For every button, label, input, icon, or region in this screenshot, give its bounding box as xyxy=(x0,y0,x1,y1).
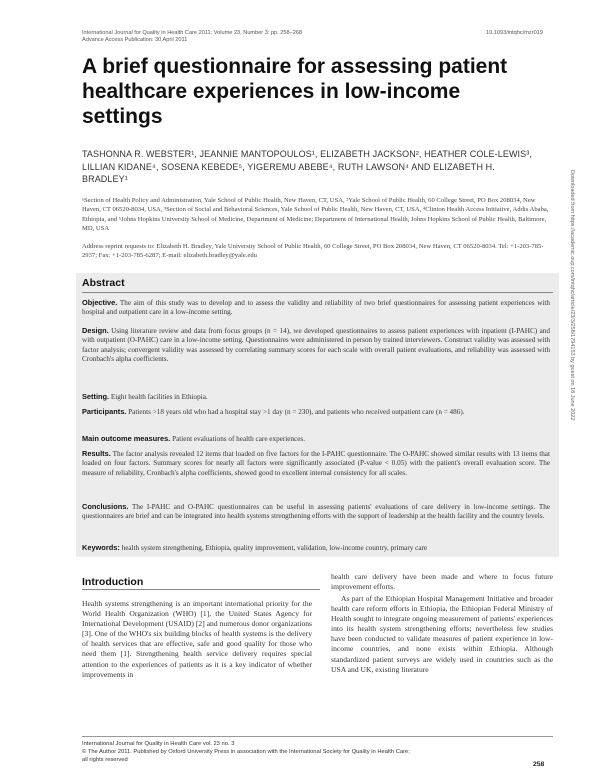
abstract-heading: Abstract xyxy=(82,277,125,289)
abstract-conclusions xyxy=(82,502,550,522)
abstract-participants xyxy=(82,407,550,417)
abstract-text: Patient evaluations of health care experiences. xyxy=(170,435,306,443)
abstract-text: Eight health facilities in Ethiopia. xyxy=(109,393,208,401)
abstract-label: Main outcome measures. xyxy=(82,434,171,443)
doi: 10.1093/intqhc/mzr019 xyxy=(486,30,543,36)
footer-rights: all rights reserved xyxy=(82,757,128,763)
abstract-design xyxy=(82,326,550,365)
intro-right-p0: health care delivery have been made and where to focus future improvement efforts. xyxy=(331,572,553,592)
reprint-address: Address reprint requests to: Elizabeth H. Bradley, Yale University School of Public Health, 60 College Street, PO Box 208034, New Haven, CT 06520-8034. Tel: +1-203-785-2937; Fax: +1-203-785-6287; E-mail: elizabeth.bradley@yale.edu xyxy=(82,243,544,260)
abstract-label: Objective. xyxy=(82,298,118,307)
abstract-label: Setting. xyxy=(82,392,110,401)
abstract-label: Conclusions. xyxy=(82,502,129,511)
download-note: Downloaded from https://academic.oup.com/intqhc/article/23/3/258/1794153 by guest on 18 June 2022 xyxy=(569,170,575,421)
abstract-outcomes xyxy=(82,434,550,444)
abstract-label: Design. xyxy=(82,326,109,335)
author-list: TASHONNA R. WEBSTER¹, JEANNIE MANTOPOULOS¹, ELIZABETH JACKSON², HEATHER COLE-LEWIS³, LILLIAN KIDANE⁴, SOSENA KEBEDE⁵, YIGEREMU ABEBE⁴, RUTH LAWSON⁴ AND ELIZABETH H. BRADLEY¹ xyxy=(82,149,532,184)
abstract-label: Keywords: xyxy=(82,543,120,552)
abstract-text: The I-PAHC and O-PAHC questionnaires can be useful in assessing patients' evaluations of care delivery in low-income settings. The questionnaires are brief and can be integrated into health systems strengthening efforts with the support of leadership at the health facility and the country levels. xyxy=(82,503,550,521)
journal-citation: International Journal for Quality in Health Care 2011; Volume 23, Number 3: pp. 258–268 xyxy=(82,30,303,36)
abstract-label: Participants. xyxy=(82,407,127,416)
affiliations: ¹Section of Health Policy and Administration, Yale School of Public Health, New Haven, CT, USA, ²Yale School of Public Health, 60 College Street, PO Box 208034, New Haven, CT 06520-8034, USA, ³Section of Social and Behavioral Sciences, Yale School of Public Health, New Haven, CT, USA, ⁴Clinton Health Access Initiative, Addis Ababa, Ethiopia, and ⁵Johns Hopkins University School of Medicine, Department of Medicine; Department of International Health, Johns Hopkins School of Public Health, Baltimore, MD, USA xyxy=(82,197,549,233)
intro-right-p1: As part of the Ethiopian Hospital Management Initiative and broader health care reform efforts in Ethiopia, the Ethiopian Federal Ministry of Health sought to integrate ongoing measurement of patients' experiences into its health system strengthening efforts; nevertheless few studies have been conducted to validate measures of patient experience in low-income countries, and none exists within Ethiopia. Although standardized patient surveys are widely used in countries such as the USA and UK, existing literature xyxy=(331,594,553,674)
abstract-setting xyxy=(82,392,550,402)
page-number: 258 xyxy=(533,761,545,768)
intro-left-column: Health systems strengthening is an important international priority for the World Health Organization (WHO) [1], the United States Agency for International Development (USAID) [2] and numerous donor organizations [3]. One of the WHO's six building blocks of health systems is the delivery of health services that are effective, safe and good quality for those who need them [1]. Strengthening health service delivery requires special attention to the experiences of patients as it is a key indicator of whether improvements in xyxy=(82,599,312,679)
article-title: A brief questionnaire for assessing patient healthcare experiences in low-income settings xyxy=(82,55,508,128)
abstract-divider xyxy=(82,292,553,293)
abstract-text: The factor analysis revealed 12 items that loaded on five factors for the I-PAHC questionnaire. The O-PAHC showed similar results with 13 items that loaded on four factors. Summary scores for nearly all factors were significantly associated (P-value < 0.05) with the patient's overall evaluation score. The measure of reliability, Cronbach's alpha coefficients, showed good to excellent internal consistency for all scales. xyxy=(82,450,550,477)
footer-divider xyxy=(82,736,553,737)
abstract-label: Results. xyxy=(82,449,111,458)
advance-access-line: Advance Access Publication: 30 April 2011 xyxy=(82,37,188,43)
abstract-keywords xyxy=(82,543,550,553)
abstract-results xyxy=(82,449,550,478)
abstract-text: health system strengthening, Ethiopia, quality improvement, validation, low-income country, primary care xyxy=(119,544,428,552)
abstract-text: Using literature review and data from focus groups (n = 14), we developed questionnaires to assess patient experiences with inpatient (I-PAHC) and with outpatient (O-PAHC) care in a low-income setting. Questionnaires were administered in person by trained interviewers. Construct validity was assessed with factor analysis; convergent validity was assessed by correlating summary scores for each scale with overall patient evaluations, and reliability was assessed with Cronbach's alpha coefficients. xyxy=(82,327,550,364)
abstract-text: Patients >18 years old who had a hospital stay >1 day (n = 230), and patients who received outpatient care (n = 486). xyxy=(126,408,465,416)
abstract-objective xyxy=(82,298,550,318)
introduction-divider xyxy=(82,589,320,590)
footer-copyright: © The Author 2011. Published by Oxford University Press in association with the International Society for Quality in Health Care; xyxy=(82,749,410,755)
abstract-text: The aim of this study was to develop and to assess the validity and reliability of two brief questionnaires for assessing patient experiences with hospital and outpatient care in a low-income setting. xyxy=(82,299,550,317)
introduction-heading: Introduction xyxy=(82,576,144,588)
footer-journal: International Journal for Quality in Health Care vol. 23 no. 3 xyxy=(82,741,235,747)
